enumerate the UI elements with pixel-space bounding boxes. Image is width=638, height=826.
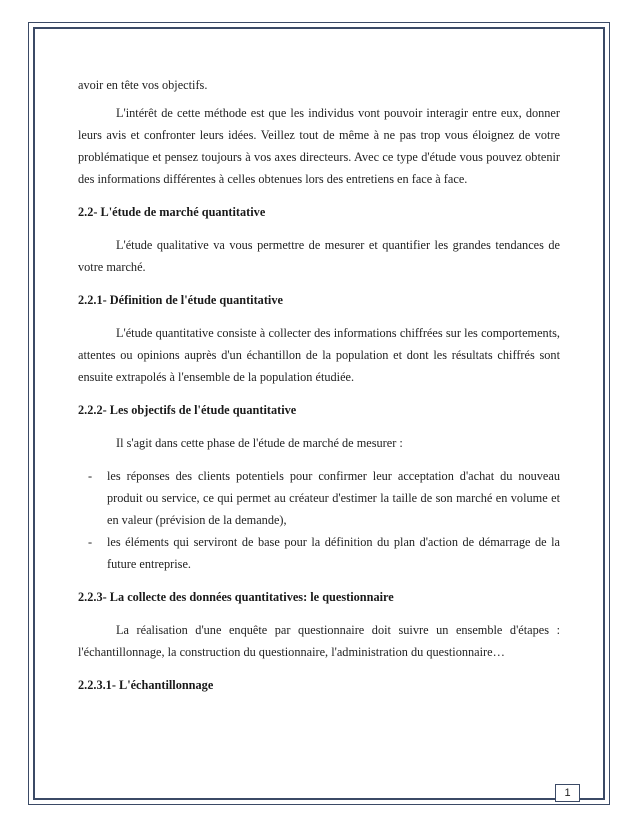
section-heading: 2.2.1- Définition de l'étude quantitative: [78, 293, 283, 307]
list-item: [88, 531, 560, 575]
paragraph: L'intérêt de cette méthode est que les individus vont pouvoir interagir entre eux, donner leurs avis et confronter leurs idées. Veillez tout de même à ne pas trop vous éloignez de votre problématique et pensez toujours à vos axes directeurs. Avec ce type d'étude vous pouvez obtenir des informations différentes à celles obtenues lors des entretiens en face à face.: [78, 106, 560, 186]
paragraph: La réalisation d'une enquête par questionnaire doit suivre un ensemble d'étapes : l'échantillonnage, la construction du questionnaire, l'administration du questionnaire…: [78, 623, 560, 659]
list-item-text: les réponses des clients potentiels pour confirmer leur acceptation d'achat du nouveau produit ou service, ce qui permet au créateur d'estimer la taille de son marché en volume et en valeur (prévision de la demande),: [107, 469, 560, 527]
dash-bullet: -: [88, 535, 93, 549]
list-item: [88, 465, 560, 531]
paragraph: L'étude quantitative consiste à collecter des informations chiffrées sur les comportements, attentes ou opinions auprès d'un échantillon de la population et dont les résultats chiffrés sont ensuite extrapolés à l'ensemble de la population étudiée.: [78, 326, 560, 384]
paragraph: L'étude qualitative va vous permettre de mesurer et quantifier les grandes tendances de votre marché.: [78, 238, 560, 274]
list-item-text: les éléments qui serviront de base pour la définition du plan d'action de démarrage de la future entreprise.: [107, 535, 560, 571]
paragraph: Il s'agit dans cette phase de l'étude de marché de mesurer :: [116, 436, 403, 450]
section-heading: 2.2.2- Les objectifs de l'étude quantitative: [78, 403, 297, 417]
bullet-list: [78, 465, 560, 575]
document-body: [78, 74, 560, 696]
section-heading: 2.2.3- La collecte des données quantitatives: le questionnaire: [78, 590, 394, 604]
dash-bullet: -: [88, 469, 93, 483]
paragraph: avoir en tête vos objectifs.: [78, 78, 208, 92]
section-heading: 2.2- L'étude de marché quantitative: [78, 205, 266, 219]
page-number: 1: [555, 784, 580, 802]
section-heading: 2.2.3.1- L'échantillonnage: [78, 678, 214, 692]
